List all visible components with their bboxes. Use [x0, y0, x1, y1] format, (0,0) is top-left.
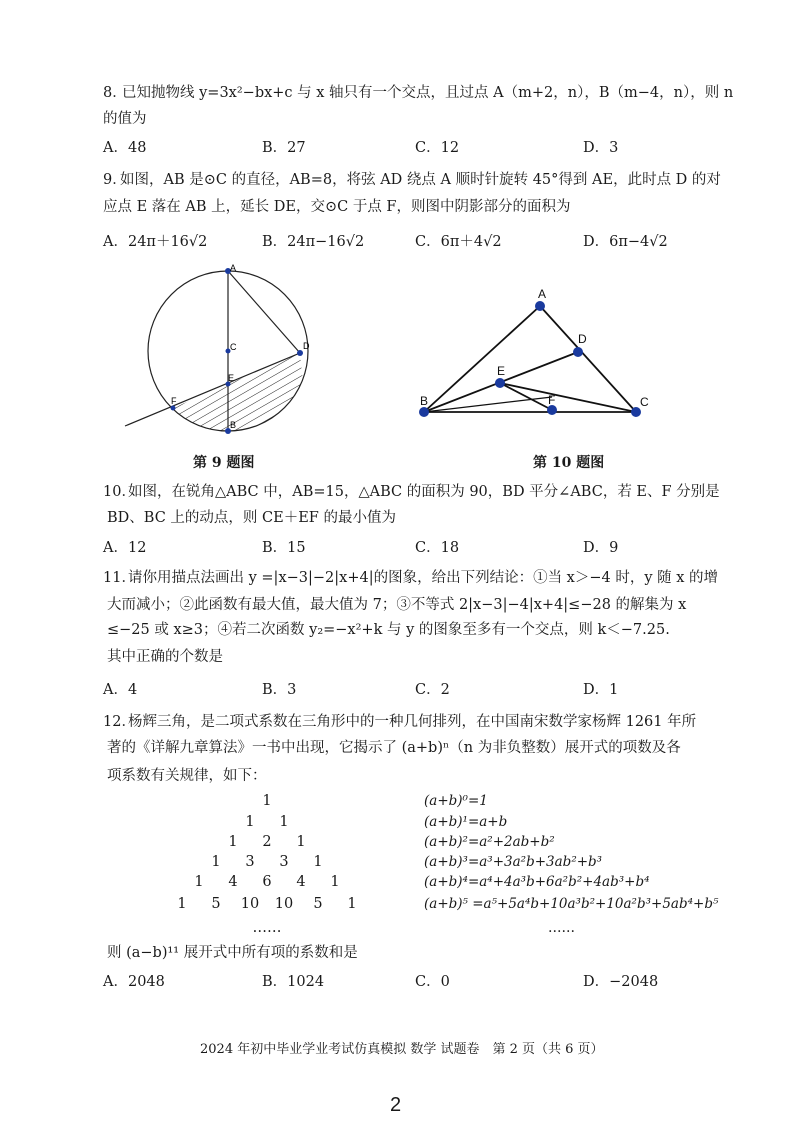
question-number: 8． [103, 85, 127, 101]
expansion-2: (a+b)²=a²+2ab+b² [424, 834, 555, 850]
option-d: D．−2048 [583, 974, 659, 990]
option-a: A．2048 [103, 974, 165, 990]
figures-area [0, 0, 794, 470]
question-number: 12． [103, 714, 136, 730]
option-c: C．12 [415, 140, 460, 156]
label-f: F [171, 396, 177, 406]
triangle-cell: 1 [194, 874, 204, 890]
triangle-cell: 4 [296, 874, 306, 890]
expansion-0: (a+b)⁰=1 [424, 793, 488, 809]
option-b: B．24π−16√2 [262, 234, 365, 250]
triangle-cell: 1 [211, 854, 221, 870]
option-a: A．12 [103, 540, 147, 556]
triangle-cell: 4 [228, 874, 238, 890]
option-b: B．15 [262, 540, 306, 556]
label-f: F [548, 393, 556, 407]
label-e: E [497, 364, 506, 378]
triangle-cell: 5 [313, 896, 323, 912]
option-d: D．1 [583, 682, 619, 698]
question-text: 其中正确的个数是 [107, 649, 223, 665]
label-d: D [303, 341, 310, 351]
option-c: C．2 [415, 682, 450, 698]
option-b: B．3 [262, 682, 297, 698]
triangle-cell: 1 [313, 854, 323, 870]
option-d: D．6π−4√2 [583, 234, 668, 250]
option-d: D．3 [583, 140, 619, 156]
figure-10-caption: 第 10 题图 [533, 455, 605, 471]
question-text: 应点 E 落在 AB 上，延长 DE，交⊙C 于点 F，则图中阴影部分的面积为 [103, 199, 571, 215]
label-a: A [230, 263, 237, 273]
triangle-cell: 2 [262, 834, 272, 850]
question-text: 则 (a−b)¹¹ 展开式中所有项的系数和是 [107, 945, 358, 961]
question-number: 9． [103, 172, 127, 188]
triangle-cell: 3 [279, 854, 289, 870]
triangle-cell: 1 [347, 896, 357, 912]
expansion-ellipsis: …… [548, 920, 575, 936]
question-text: 如图，在锐角△ABC 中，AB=15，△ABC 的面积为 90，BD 平分∠ABC，若 E、F 分别是 [128, 484, 720, 500]
option-c: C．0 [415, 974, 450, 990]
figure-9 [125, 263, 310, 450]
question-text: 著的《详解九章算法》一书中出现，它揭示了 (a+b)ⁿ（n 为非负整数）展开式的项数及各 [107, 740, 681, 756]
option-a: A．24π＋16√2 [103, 234, 208, 250]
triangle-cell: 1 [177, 896, 187, 912]
chord-ad [228, 271, 300, 353]
question-text: ≤−25 或 x≥3；④若二次函数 y₂=−x²+k 与 y 的图象至多有一个交点，则 k＜−7.25. [107, 622, 670, 638]
question-text: 的值为 [103, 111, 147, 127]
triangle-ellipsis: …… [252, 920, 282, 936]
triangle-cell: 1 [279, 814, 289, 830]
page-number: 2 [390, 1094, 402, 1116]
figure-10 [419, 287, 649, 417]
triangle-cell: 10 [240, 896, 260, 912]
option-c: C．6π＋4√2 [415, 234, 502, 250]
triangle-cell: 10 [274, 896, 294, 912]
option-a: A．48 [103, 140, 147, 156]
question-text: 请你用描点法画出 y =|x−3|−2|x+4|的图象，给出下列结论：①当 x＞−4 时，y 随 x 的增 [128, 570, 719, 586]
option-b: B．1024 [262, 974, 325, 990]
expansion-4: (a+b)⁴=a⁴+4a³b+6a²b²+4ab³+b⁴ [424, 874, 650, 890]
triangle-cell: 6 [262, 874, 272, 890]
option-a: A．4 [103, 682, 138, 698]
expansion-1: (a+b)¹=a+b [424, 814, 508, 830]
question-text: BD、BC 上的动点，则 CE＋EF 的最小值为 [107, 510, 396, 526]
question-text: 杨辉三角，是二项式系数在三角形中的一种几何排列，在中国南宋数学家杨辉 1261 年所 [128, 714, 697, 730]
label-e: E [228, 373, 235, 383]
triangle-cell: 1 [228, 834, 238, 850]
question-number: 11． [103, 570, 136, 586]
label-d: D [578, 332, 587, 346]
question-text: 如图，AB 是⊙C 的直径，AB=8，将弦 AD 绕点 A 顺时针旋转 45°得到 AE，此时点 D 的对 [120, 172, 721, 188]
label-b: B [230, 420, 237, 430]
option-b: B．27 [262, 140, 306, 156]
triangle-cell: 1 [296, 834, 306, 850]
triangle-cell: 1 [245, 814, 255, 830]
triangle-cell: 1 [330, 874, 340, 890]
option-d: D．9 [583, 540, 619, 556]
label-a: A [538, 287, 547, 301]
question-text: 项系数有关规律，如下： [107, 768, 267, 784]
question-text: 已知抛物线 y=3x²−bx+c 与 x 轴只有一个交点，且过点 A（m+2，n），B（m−4，n），则 n [122, 85, 734, 101]
figure-9-caption: 第 9 题图 [193, 455, 255, 471]
question-number: 10． [103, 484, 136, 500]
triangle-cell: 1 [262, 793, 272, 809]
label-c: C [230, 342, 237, 352]
triangle-cell: 5 [211, 896, 221, 912]
option-c: C．18 [415, 540, 460, 556]
triangle-cell: 3 [245, 854, 255, 870]
question-text: 大而减小；②此函数有最大值，最大值为 7；③不等式 2|x−3|−4|x+4|≤−28 的解集为 x [107, 597, 687, 613]
expansion-5: (a+b)⁵ =a⁵+5a⁴b+10a³b²+10a²b³+5ab⁴+b⁵ [424, 896, 719, 912]
page-footer: 2024 年初中毕业学业考试仿真模拟 数学 试题卷 第 2 页（共 6 页） [200, 1042, 604, 1057]
expansion-3: (a+b)³=a³+3a²b+3ab²+b³ [424, 854, 603, 870]
label-c: C [640, 395, 649, 409]
label-b: B [420, 394, 429, 408]
